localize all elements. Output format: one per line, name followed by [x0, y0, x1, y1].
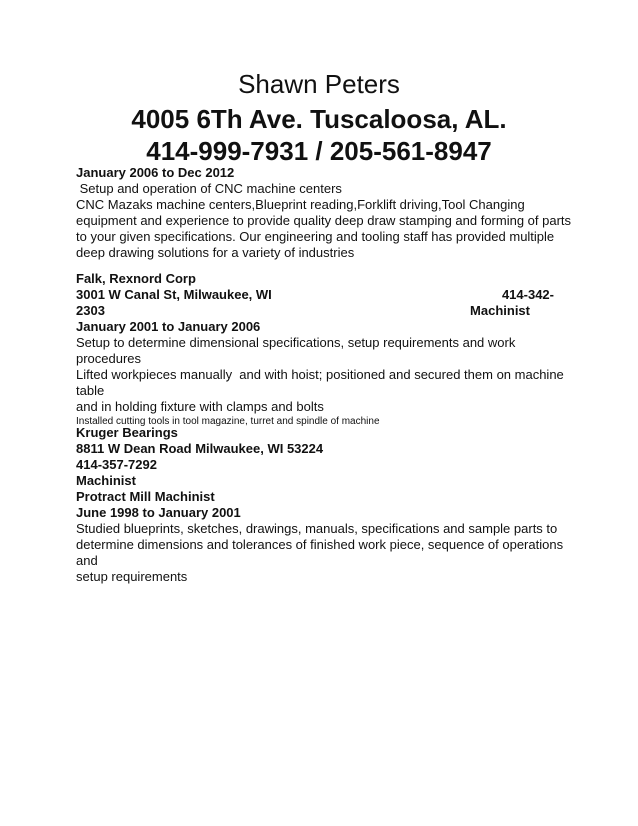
job-title: Machinist: [470, 303, 530, 318]
company-phone: 414-357-7292: [76, 457, 157, 472]
job-title-secondary: Protract Mill Machinist: [76, 489, 215, 504]
company-name: Falk, Rexnord Corp: [76, 271, 196, 286]
job-description-line: procedures: [76, 351, 142, 366]
job-description-line: Setup to determine dimensional specifications, setup requirements and work: [76, 335, 516, 350]
job-section-falk: [76, 271, 564, 428]
job-dates: January 2006 to Dec 2012: [76, 165, 235, 180]
applicant-address: 4005 6Th Ave. Tuscaloosa, AL.: [131, 104, 507, 134]
company-phone-part1: 414-342-: [501, 287, 554, 302]
job-description-line: Setup and operation of CNC machine centers: [76, 181, 342, 196]
job-description-line: setup requirements: [76, 569, 188, 584]
job-description-line: Lifted workpieces manually and with hoist; positioned and secured them on machine: [76, 367, 564, 382]
job-title: Machinist: [76, 473, 136, 488]
company-address-row: [76, 287, 554, 303]
job-description-line: table: [76, 383, 105, 398]
job-description-line: and: [76, 553, 98, 568]
job-description-line: to your given specifications. Our engineering and tooling staff has provided multiple: [76, 229, 555, 244]
company-address: 3001 W Canal St, Milwaukee, WI: [76, 287, 272, 302]
job-description-line: determine dimensions and tolerances of finished work piece, sequence of operations: [76, 537, 564, 552]
job-dates: January 2001 to January 2006: [76, 319, 261, 334]
job-description-line: and in holding fixture with clamps and bolts: [76, 399, 324, 414]
job-description-line: Studied blueprints, sketches, drawings, manuals, specifications and sample parts to: [76, 521, 558, 536]
applicant-name: Shawn Peters: [238, 69, 400, 99]
company-address: 8811 W Dean Road Milwaukee, WI 53224: [76, 441, 324, 456]
company-name: Kruger Bearings: [76, 425, 178, 440]
phone-title-row: [76, 303, 554, 319]
job-description-small-line: Installed cutting tools in tool magazine, turret and spindle of machine: [76, 416, 380, 427]
job-description-line: deep drawing solutions for a variety of industries: [76, 245, 355, 260]
job-dates: June 1998 to January 2001: [76, 505, 241, 520]
job-section-kruger: [76, 425, 566, 585]
company-phone-part2: 2303: [76, 303, 105, 318]
job-description-line: CNC Mazaks machine centers,Blueprint reading,Forklift driving,Tool Changing: [76, 197, 525, 212]
applicant-phones: 414-999-7931 / 205-561-8947: [146, 136, 492, 166]
job-section-cnc: [76, 165, 572, 261]
job-description-line: equipment and experience to provide quality deep draw stamping and forming of parts: [76, 213, 572, 228]
